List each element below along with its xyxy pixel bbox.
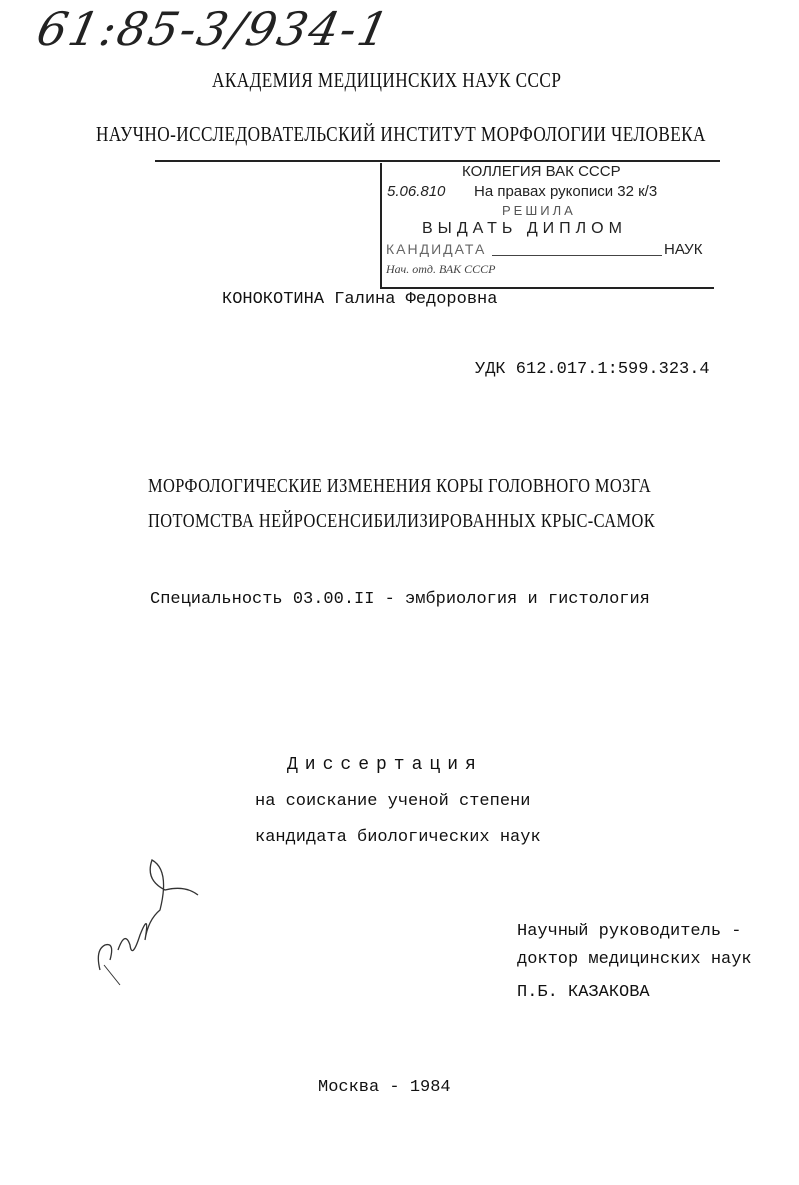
stamp-line: НАУК bbox=[664, 241, 703, 258]
degree-line-2: кандидата биологических наук bbox=[255, 828, 541, 847]
handwritten-signature bbox=[90, 850, 210, 990]
supervisor-name: П.Б. КАЗАКОВА bbox=[517, 983, 650, 1002]
work-type: Диссертация bbox=[287, 755, 483, 775]
stamp-number: 5.06.810 bbox=[387, 183, 446, 200]
supervisor-role: Научный руководитель - bbox=[517, 922, 742, 941]
divider bbox=[155, 160, 720, 162]
title-line-1: МОРФОЛОГИЧЕСКИЕ ИЗМЕНЕНИЯ КОРЫ ГОЛОВНОГО МОЗГА bbox=[148, 475, 652, 497]
udc-code: УДК 612.017.1:599.323.4 bbox=[475, 360, 710, 379]
stamp-line: КОЛЛЕГИЯ ВАК СССР bbox=[462, 163, 621, 180]
academy-name: АКАДЕМИЯ МЕДИЦИНСКИХ НАУК СССР bbox=[212, 68, 562, 92]
city-year: Москва - 1984 bbox=[318, 1078, 451, 1097]
handwritten-archive-number: 61:85-3/934-1 bbox=[32, 2, 396, 56]
institute-name: НАУЧНО-ИССЛЕДОВАТЕЛЬСКИЙ ИНСТИТУТ МОРФОЛОГИИ ЧЕЛОВЕКА bbox=[96, 122, 706, 146]
stamp-line: КАНДИДАТА bbox=[386, 241, 487, 257]
author-name: КОНОКОТИНА Галина Федоровна bbox=[222, 290, 498, 309]
specialty: Специальность 03.00.II - эмбриология и гистология bbox=[150, 590, 650, 609]
stamp-line: РЕШИЛА bbox=[502, 203, 576, 218]
title-line-2: ПОТОМСТВА НЕЙРОСЕНСИБИЛИЗИРОВАННЫХ КРЫС-САМОК bbox=[148, 510, 656, 532]
supervisor-title: доктор медицинских наук bbox=[517, 950, 752, 969]
stamp-line: Нач. отд. ВАК СССР bbox=[386, 262, 496, 276]
stamp-line: ВЫДАТЬ ДИПЛОМ bbox=[422, 220, 627, 237]
vak-stamp bbox=[380, 163, 714, 289]
stamp-line: На правах рукописи 32 к/3 bbox=[474, 183, 658, 200]
degree-line-1: на соискание ученой степени bbox=[255, 792, 531, 811]
